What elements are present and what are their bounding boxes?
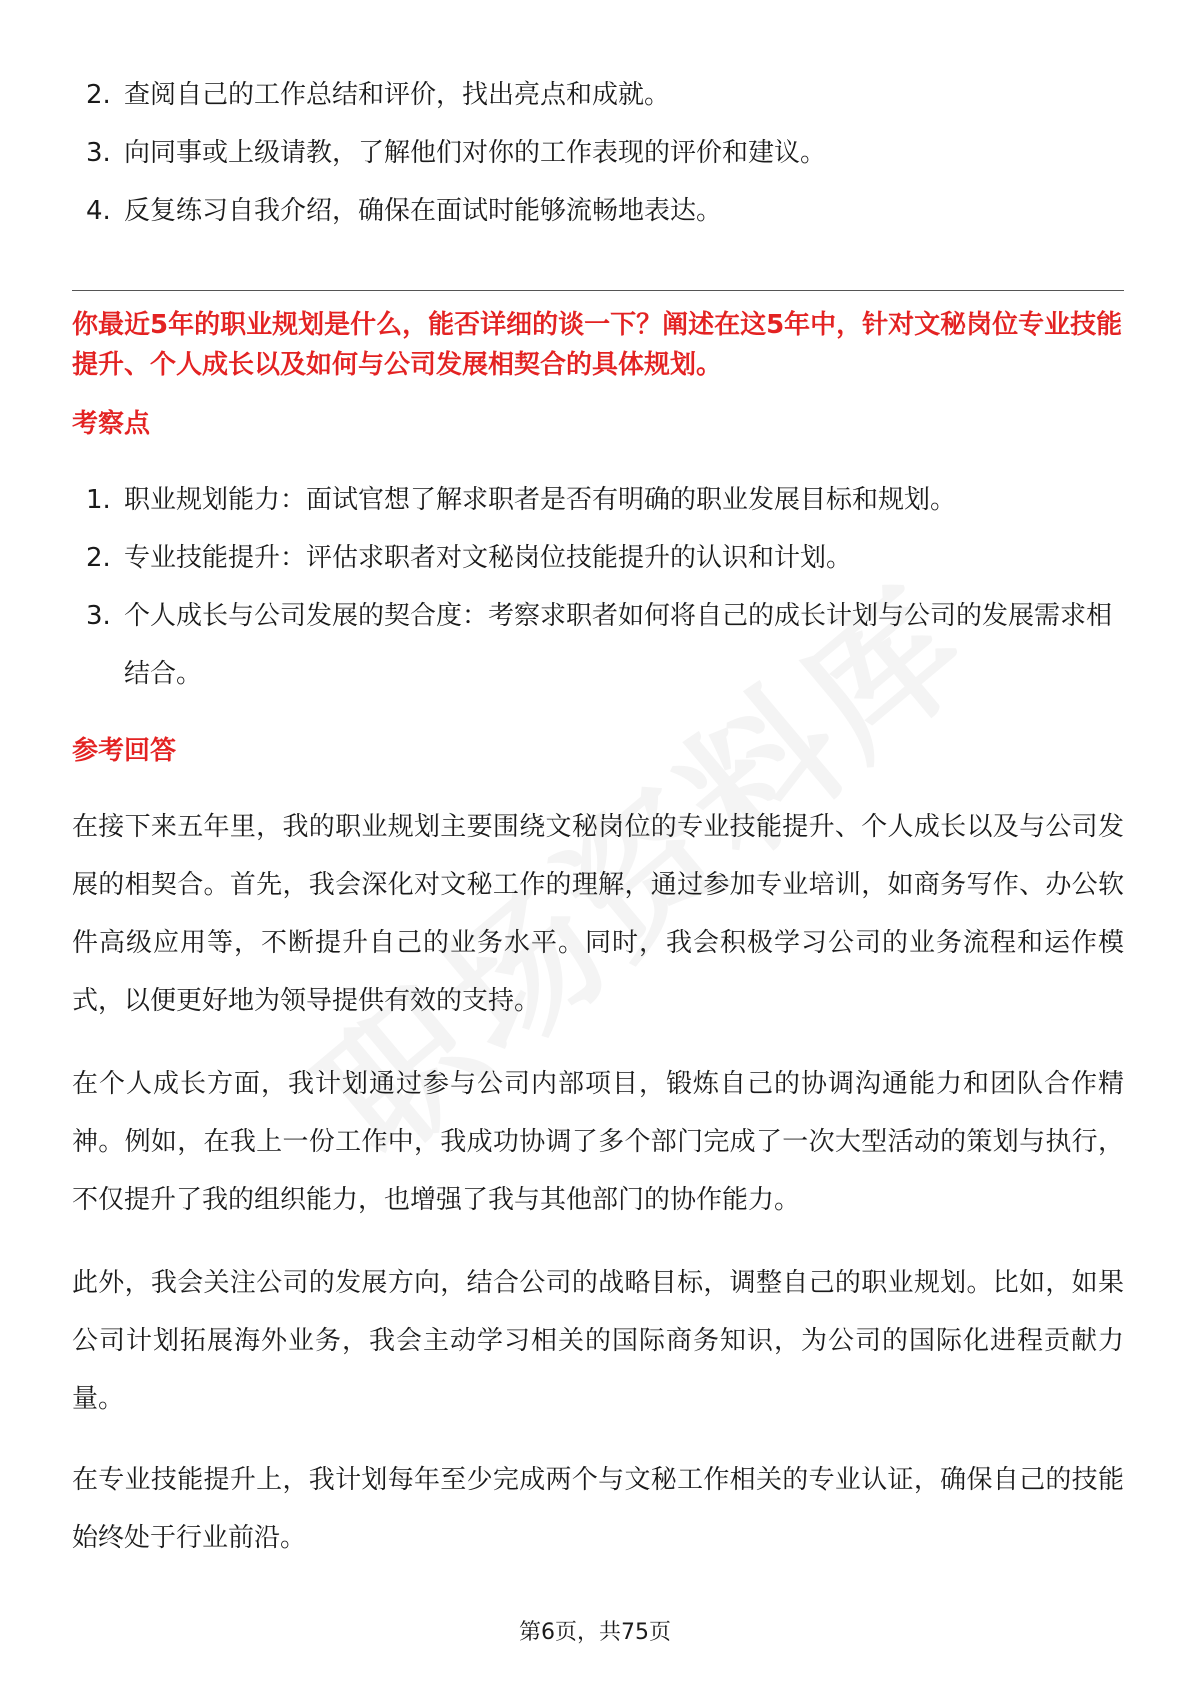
answer-paragraph: 在专业技能提升上，我计划每年至少完成两个与文秘工作相关的专业认证，确保自己的技能始终处于行业前沿。 <box>72 1465 1124 1553</box>
list-item-number: 1. <box>86 485 111 515</box>
answer-paragraph: 此外，我会关注公司的发展方向，结合公司的战略目标，调整自己的职业规划。比如，如果公司计划拓展海外业务，我会主动学习相关的国际商务知识，为公司的国际化进程贡献力量。 <box>72 1268 1124 1414</box>
list-item <box>72 182 1122 240</box>
answer-paragraph: 在个人成长方面，我计划通过参与公司内部项目，锻炼自己的协调沟通能力和团队合作精神。例如，在我上一份工作中，我成功协调了多个部门完成了一次大型活动的策划与执行，不仅提升了我的组织能力，也增强了我与其他部门的协作能力。 <box>72 1069 1124 1215</box>
list-item-text: 职业规划能力：面试官想了解求职者是否有明确的职业发展目标和规划。 <box>124 485 957 515</box>
list-item-text: 专业技能提升：评估求职者对文秘岗位技能提升的认识和计划。 <box>124 543 853 573</box>
list-item <box>72 529 1122 587</box>
list-item-number: 3. <box>86 601 111 631</box>
list-item <box>72 587 1122 703</box>
list-item <box>72 124 1122 182</box>
page-number-footer: 第6页，共75页 <box>519 1620 671 1645</box>
previous-tips-list <box>72 66 1122 240</box>
assessment-points-list <box>72 471 1122 703</box>
list-item-number: 3. <box>86 138 111 168</box>
list-item <box>72 471 1122 529</box>
list-item-number: 4. <box>86 196 111 226</box>
list-item-text: 查阅自己的工作总结和评价，找出亮点和成就。 <box>124 80 671 110</box>
list-item <box>72 66 1122 124</box>
reference-answer-heading: 参考回答 <box>72 736 177 766</box>
list-item-text: 反复练习自我介绍，确保在面试时能够流畅地表达。 <box>124 196 723 226</box>
list-item-number: 2. <box>86 543 111 573</box>
list-item-text: 个人成长与公司发展的契合度：考察求职者如何将自己的成长计划与公司的发展需求相结合。 <box>124 601 1113 689</box>
list-item-number: 2. <box>86 80 111 110</box>
answer-paragraph: 在接下来五年里，我的职业规划主要围绕文秘岗位的专业技能提升、个人成长以及与公司发展的相契合。首先，我会深化对文秘工作的理解，通过参加专业培训，如商务写作、办公软件高级应用等，不断提升自己的业务水平。同时，我会积极学习公司的业务流程和运作模式，以便更好地为领导提供有效的支持。 <box>72 812 1124 1016</box>
list-item-text: 向同事或上级请教，了解他们对你的工作表现的评价和建议。 <box>124 138 827 168</box>
interview-question: 你最近5年的职业规划是什么，能否详细的谈一下？阐述在这5年中，针对文秘岗位专业技能提升、个人成长以及如何与公司发展相契合的具体规划。 <box>72 310 1123 380</box>
section-divider <box>72 290 1124 291</box>
assessment-points-heading: 考察点 <box>72 409 151 439</box>
